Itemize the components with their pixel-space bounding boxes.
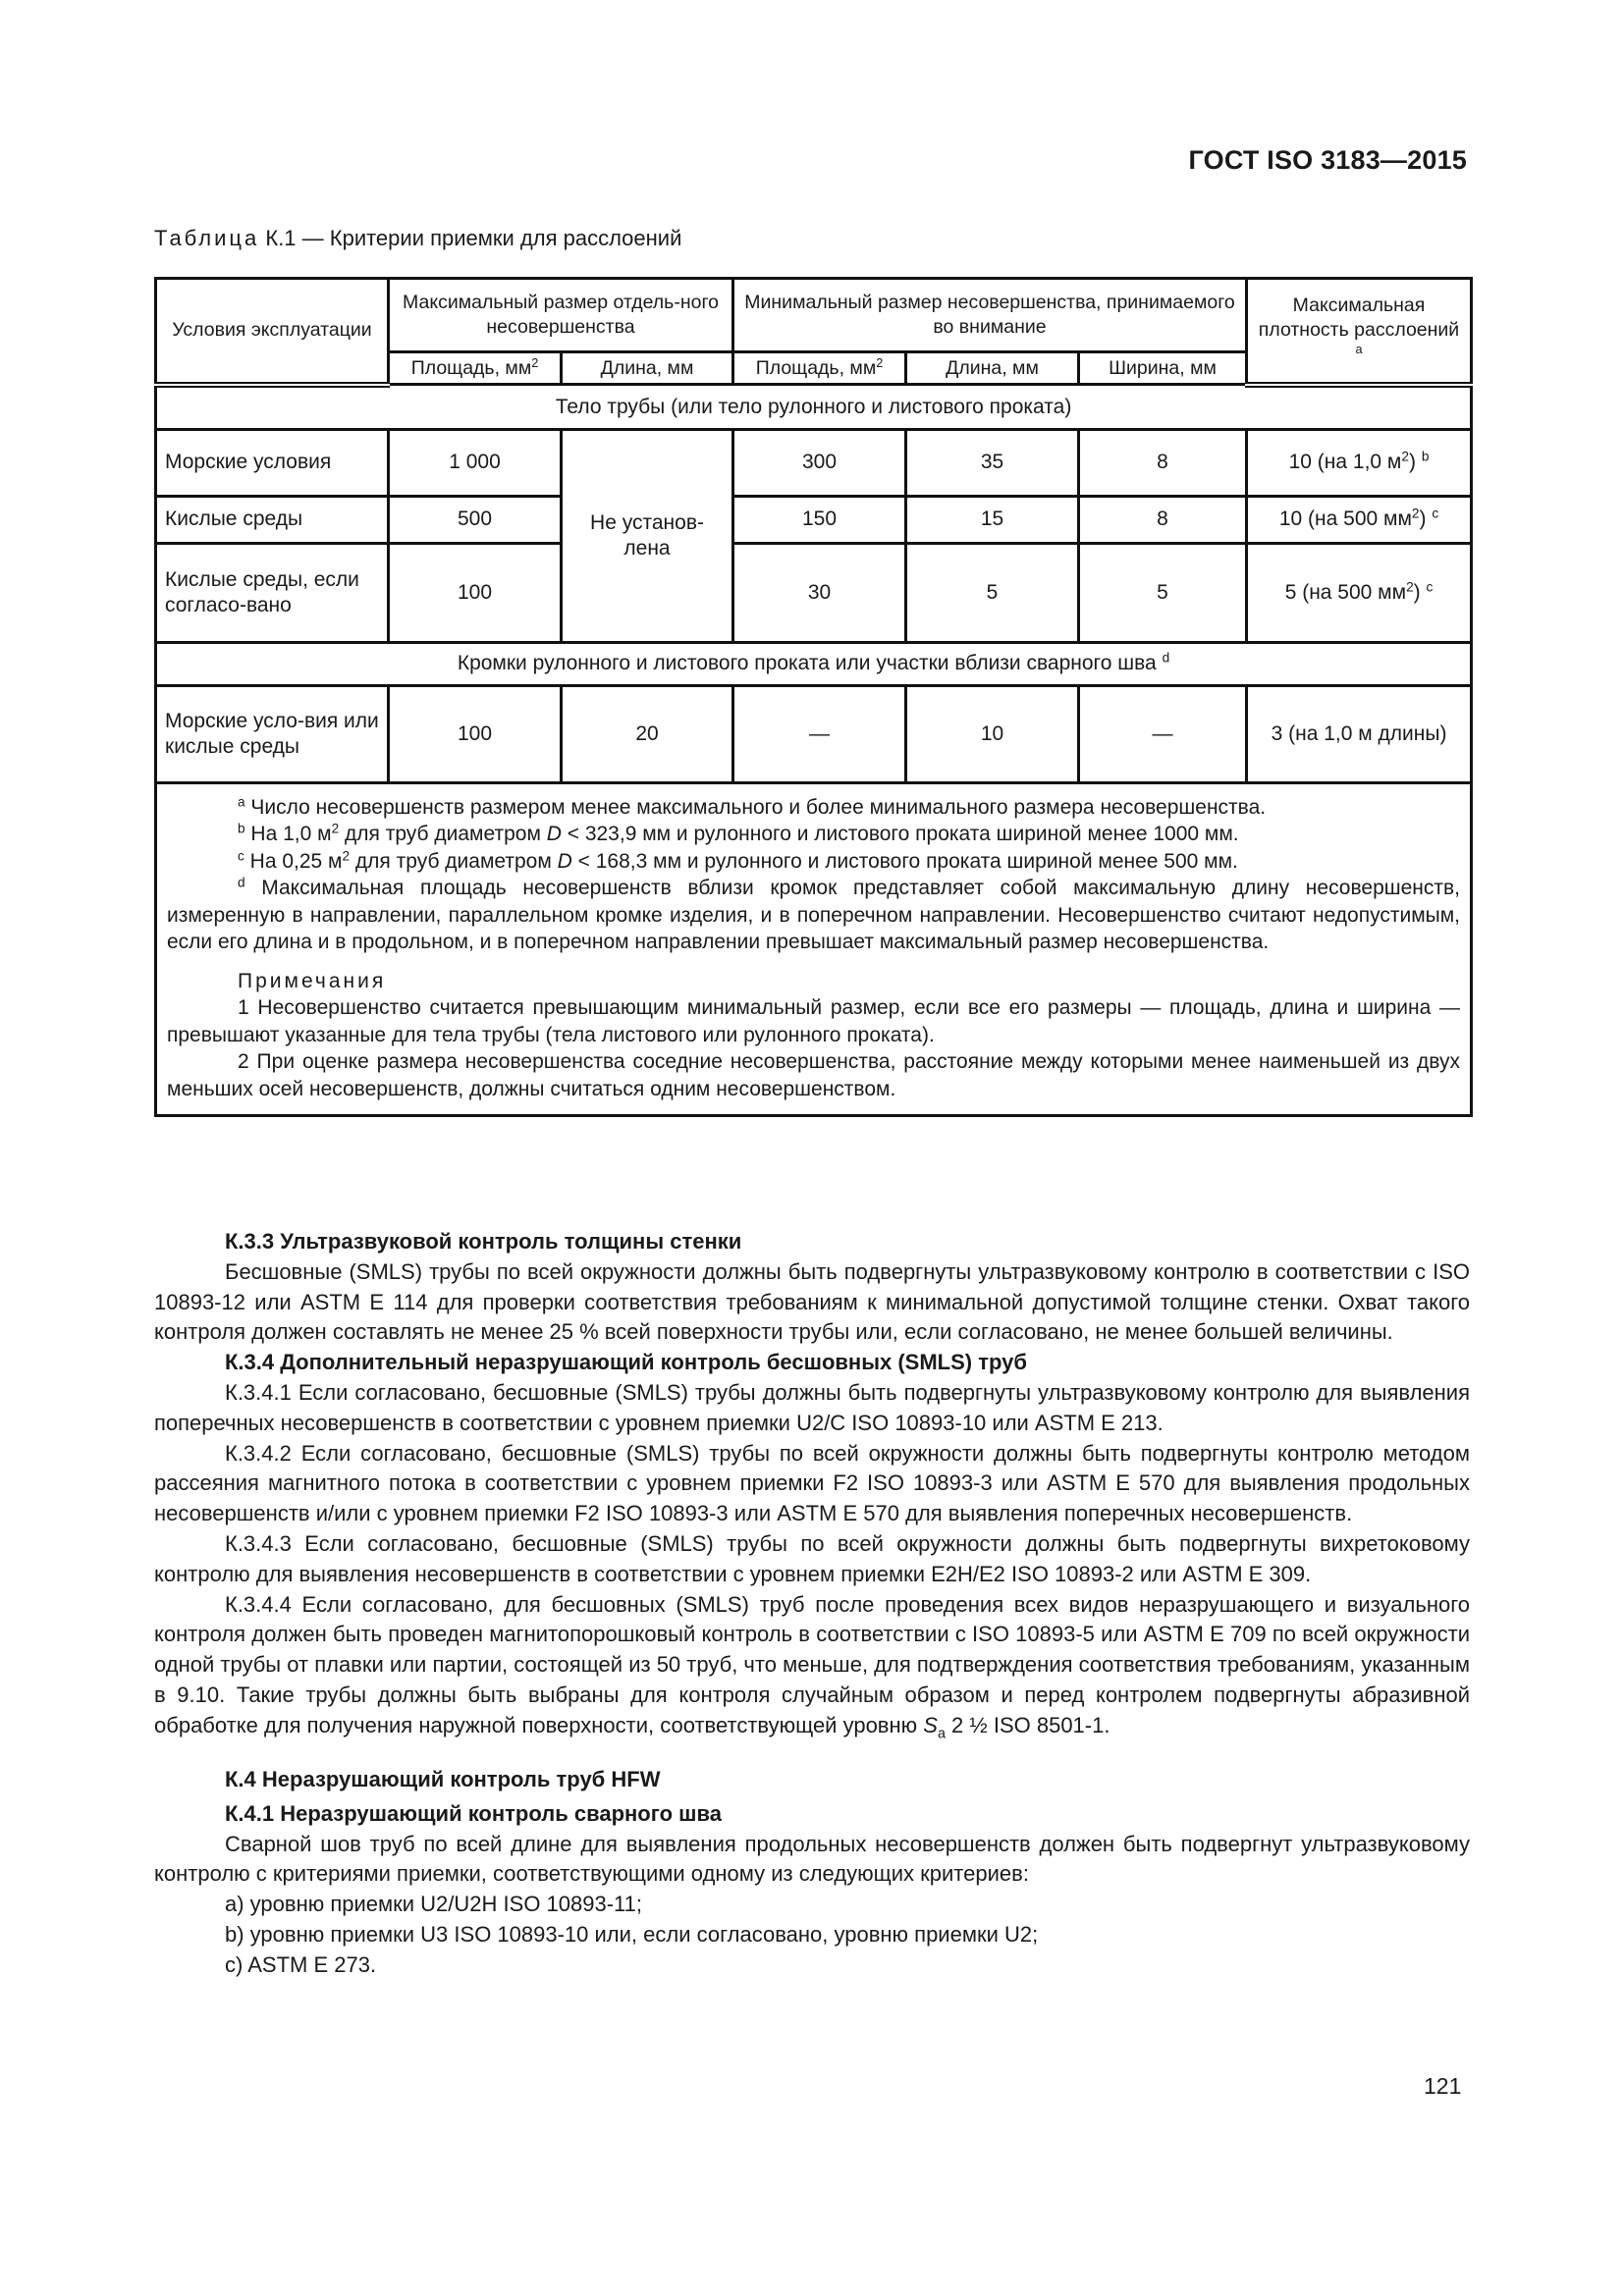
cell-min-width: 8 (1079, 429, 1247, 496)
superscript: 2 (1401, 449, 1409, 464)
paragraph-k341: К.3.4.1 Если согласовано, бесшовные (SMLS) трубы должны быть подвергнуты ультразвуковому контролю для выявления поперечных несовершенств в соответствии с уровнем приемки U2/C ISO 10893-10 или ASTM E 213. (154, 1379, 1470, 1435)
paragraph-k344 (154, 1590, 1470, 1749)
table-row (156, 429, 1472, 496)
table-row (156, 496, 1472, 543)
header-conditions: Условия эксплуатации (156, 279, 389, 385)
footnote-ref-a: a (1355, 343, 1363, 357)
cell-min-length: 15 (906, 496, 1079, 543)
section-row-pipe-body (156, 385, 1472, 430)
footnote-mark: d (238, 875, 245, 890)
cell-max-area: 100 (389, 543, 562, 642)
list-item: a) уровню приемки U2/U2H ISO 10893-11; (225, 1892, 642, 1917)
footnote-mark: c (238, 848, 244, 863)
cell-max-area: 500 (389, 496, 562, 543)
cell-min-width: 8 (1079, 496, 1247, 543)
table-notes (156, 782, 1472, 1116)
cell-max-area: 100 (389, 685, 562, 782)
footnote-text: На 0,25 м (244, 849, 343, 873)
surface-grade (923, 1712, 946, 1742)
superscript: 2 (531, 355, 539, 370)
section-heading-k4: К.4 Неразрушающий контроль труб HFW (225, 1766, 661, 1791)
note-2: 2 При оценке размера несовершенства соседние несовершенства, расстояние между которыми менее наименьшей из двух меньших осей несовершенств, должны считаться одним несовершенством. (167, 1050, 1461, 1100)
density-end: ) (1419, 507, 1427, 530)
paragraph-k343: К.3.4.3 Если согласовано, бесшовные (SMLS) трубы по всей окружности должны быть подвергнуты вихретоковому контролю для выявления несовершенств в соответствии с уровнем приемки E2H/E2 ISO 10893-2 или ASTM E 309. (154, 1530, 1470, 1586)
header-length: Длина, мм (562, 352, 733, 385)
paragraph-k33: Бесшовные (SMLS) трубы по всей окружности должны быть подвергнуты ультразвуковому контролю в соответствии с ISO 10893-12 или ASTM E 114 для проверки соответствия требованиям к минимальной допустимой толщине стенки. Охват такого контроля должен составлять не менее 25 % всей поверхности трубы или, если согласовано, не менее большей величины. (154, 1258, 1470, 1345)
sa-symbol: S (923, 1712, 938, 1737)
caption-text: К.1 — Критерии приемки для расслоений (259, 226, 682, 250)
footnote-text: для труб диаметром (350, 849, 558, 873)
cell-max-area: 1 000 (389, 429, 562, 496)
density-text: 5 (на 500 мм (1284, 580, 1407, 604)
footnote-mark: b (238, 821, 245, 836)
footnote-ref-c: c (1432, 506, 1439, 521)
diameter-symbol: D (557, 849, 572, 873)
footnote-text: На 1,0 м (244, 823, 332, 845)
cell-min-area: 300 (733, 429, 906, 496)
cell-density: 3 (на 1,0 м длины) (1247, 685, 1472, 782)
header-area-text: Площадь, мм (410, 356, 532, 379)
paragraph-k342: К.3.4.2 Если согласовано, бесшовные (SMLS) трубы по всей окружности должны быть подвергнуты контролю методом рассеяния магнитного потока в соответствии с уровнем приемки F2 ISO 10893-3 или ASTM E 570 для выявления продольных несовершенств и/или с уровнем приемки F2 ISO 10893-3 или ASTM E 570 для выявления поперечных несовершенств. (154, 1440, 1470, 1526)
header-max-density-text: Максимальная плотность расслоений (1258, 294, 1460, 342)
footnote-ref-d: d (1162, 650, 1170, 666)
page-number: 121 (1424, 2073, 1462, 2099)
footnote-a (167, 794, 1460, 822)
superscript: 2 (1406, 579, 1414, 594)
footnote-c (167, 848, 1460, 876)
superscript: 2 (331, 821, 340, 836)
notes-row (156, 782, 1472, 1116)
section-heading-k41: К.4.1 Неразрушающий контроль сварного шва (225, 1800, 722, 1826)
header-min-size: Минимальный размер несовершенства, принимаемого во внимание (733, 279, 1247, 352)
section-heading-k34: К.3.4 Дополнительный неразрушающий контроль бесшовных (SMLS) труб (225, 1350, 1027, 1375)
notes-title: Примечания (238, 969, 387, 992)
cell-max-length: Не установ-лена (562, 429, 733, 642)
cell-min-area: — (733, 685, 906, 782)
cell-condition: Кислые среды, если согласо-вано (156, 543, 389, 642)
footnote-text: < 168,3 мм и рулонного и листового проката шириной менее 500 мм. (571, 849, 1238, 873)
header-max-size: Максимальный размер отдель-ного несовершенства (389, 279, 733, 352)
cell-min-width: — (1079, 685, 1247, 782)
cell-min-length: 35 (906, 429, 1079, 496)
density-text: 10 (на 500 мм (1278, 507, 1412, 530)
cell-min-length: 10 (906, 685, 1079, 782)
header-area (389, 352, 562, 385)
header-area-min (733, 352, 906, 385)
section-title-edges (156, 642, 1472, 685)
document-header: ГОСТ ISO 3183—2015 (1188, 145, 1467, 175)
cell-min-area: 30 (733, 543, 906, 642)
header-max-density (1247, 279, 1472, 385)
density-text: 10 (на 1,0 м (1288, 451, 1402, 473)
header-length-min: Длина, мм (906, 352, 1079, 385)
table-caption (154, 226, 681, 251)
footnote-mark: a (238, 794, 245, 809)
superscript: 2 (1411, 506, 1420, 521)
cell-min-length: 5 (906, 543, 1079, 642)
list-item: b) уровню приемки U3 ISO 10893-10 или, если согласовано, уровню приемки U2; (225, 1921, 1039, 1947)
section-title-edges-text: Кромки рулонного и листового проката или участки вблизи сварного шва (457, 652, 1157, 674)
paragraph-k41: Сварной шов труб по всей длине для выявления продольных несовершенств должен быть подвергнут ультразвуковому контролю с критериями приемки, соответствующими одному из следующих критериев: (154, 1831, 1470, 1887)
footnote-text: < 323,9 мм и рулонного и листового проката шириной менее 1000 мм. (561, 823, 1239, 845)
header-row (156, 279, 1472, 352)
header-width-min: Ширина, мм (1079, 352, 1247, 385)
footnote-d (167, 875, 1460, 956)
table-row (156, 543, 1472, 642)
section-row-edges (156, 642, 1472, 685)
footnote-b (167, 821, 1460, 848)
sa-grade: 2 ½ (945, 1712, 988, 1737)
density-end: ) (1413, 580, 1421, 604)
superscript: 2 (342, 848, 351, 863)
sa-subscript: a (937, 1726, 946, 1742)
cell-condition: Морские усло-вия или кислые среды (156, 685, 389, 782)
footnote-ref-b: b (1421, 449, 1430, 464)
footnote-text: Максимальная площадь несовершенств вблизи кромок представляет собой максимальную длину несовершенств, измеренную в направлении, параллельном кромке изделия, и в поперечном направлении. Несовершенство считают недопустимым, если его длина и в продольном, и в поперечном направлении превышает максимальный размер несовершенства. (167, 877, 1461, 953)
superscript: 2 (876, 355, 884, 370)
cell-min-width: 5 (1079, 543, 1247, 642)
cell-condition: Кислые среды (156, 496, 389, 543)
cell-max-length: 20 (562, 685, 733, 782)
footnote-text: Число несовершенств размером менее максимального и более минимального размера несовершенства. (244, 795, 1267, 819)
paragraph-k344-text: К.3.4.4 Если согласовано, для бесшовных (SMLS) труб после проведения всех видов неразрушающего и визуального контроля должен быть проведен магнитопорошковый контроль в соответствии с ISO 10893-5 или ASTM E 709 по всей окружности одной трубы от плавки или партии, состоящей из 50 труб, что меньше, для подтверждения соответствия требованиям, указанным в 9.10. Такие трубы должны быть выбраны для контроля случайным образом и перед контролем подвергнуты абразивной обработке для получения наружной поверхности, соответствующей уровню (154, 1591, 1470, 1737)
density-end: ) (1408, 451, 1416, 473)
note-1: 1 Несовершенство считается превышающим минимальный размер, если все его размеры — площадь, длина и ширина — превышают указанные для тела трубы (тела листового или рулонного проката). (167, 996, 1461, 1046)
cell-density (1247, 429, 1472, 496)
diameter-symbol: D (546, 823, 562, 845)
cell-density (1247, 543, 1472, 642)
acceptance-criteria-table (154, 277, 1473, 1117)
paragraph-k344-end: ISO 8501-1. (987, 1712, 1110, 1737)
caption-prefix: Таблица (154, 226, 260, 250)
list-item: c) ASTM E 273. (225, 1951, 377, 1977)
body-text (154, 1227, 1470, 1981)
header-area-min-text: Площадь, мм (755, 356, 877, 379)
cell-condition: Морские условия (156, 429, 389, 496)
cell-min-area: 150 (733, 496, 906, 543)
cell-density (1247, 496, 1472, 543)
footnote-text: для труб диаметром (339, 823, 547, 845)
table-row (156, 685, 1472, 782)
footnote-ref-c: c (1426, 579, 1434, 594)
section-title-pipe-body: Тело трубы (или тело рулонного и листового проката) (156, 385, 1472, 430)
section-heading-k33: К.3.3 Ультразвуковой контроль толщины стенки (225, 1229, 742, 1254)
